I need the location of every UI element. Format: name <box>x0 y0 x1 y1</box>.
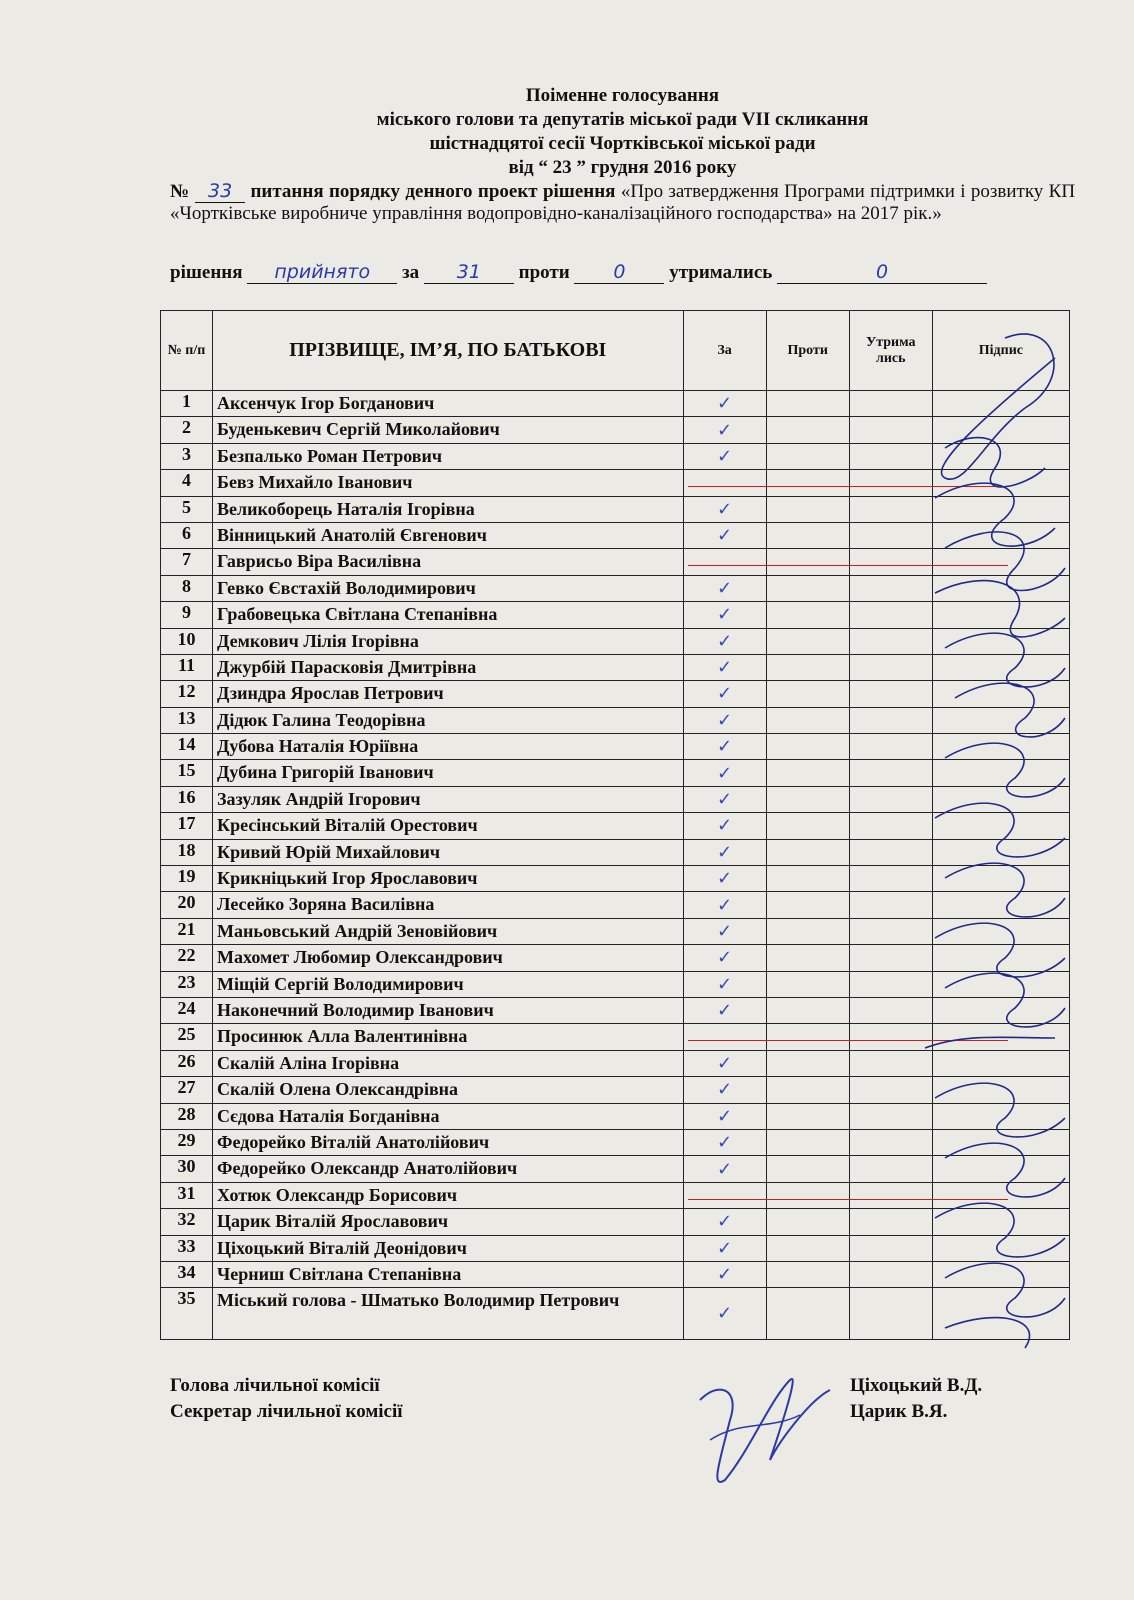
deputy-name: Безпалько Роман Петрович <box>213 443 684 469</box>
vote-against-cell <box>766 918 849 944</box>
row-number: 3 <box>161 443 213 469</box>
deputy-name: Скалій Олена Олександрівна <box>213 1077 684 1103</box>
deputy-name: Крикніцький Ігор Ярославович <box>213 866 684 892</box>
vote-against-cell <box>766 1050 849 1076</box>
abstain-value: 0 <box>777 261 987 284</box>
vote-for-cell <box>683 417 766 443</box>
check-icon: ✓ <box>717 1132 733 1154</box>
vote-for-cell <box>683 391 766 417</box>
check-icon: ✓ <box>717 604 733 626</box>
vote-against-cell <box>766 1129 849 1155</box>
check-icon: ✓ <box>717 841 733 863</box>
row-number: 5 <box>161 496 213 522</box>
vote-against-cell <box>766 971 849 997</box>
vote-for-cell <box>683 1050 766 1076</box>
deputy-name: Дзиндра Ярослав Петрович <box>213 681 684 707</box>
vote-for-cell <box>683 1261 766 1287</box>
vote-for-cell <box>683 654 766 680</box>
abstain-label: утримались <box>669 262 773 283</box>
check-icon: ✓ <box>717 1000 733 1022</box>
vote-for-cell <box>683 1182 766 1208</box>
check-icon: ✓ <box>717 1211 733 1233</box>
row-number: 4 <box>161 470 213 496</box>
check-icon: ✓ <box>717 894 733 916</box>
col-for-header: За <box>683 311 766 391</box>
header-date: від “ 23 ” грудня 2016 року <box>508 157 737 178</box>
vote-for-cell <box>683 839 766 865</box>
vote-for-cell <box>683 549 766 575</box>
deputy-name: Грабовецька Світлана Степанівна <box>213 602 684 628</box>
row-number: 27 <box>161 1077 213 1103</box>
vote-against-cell <box>766 866 849 892</box>
row-number: 28 <box>161 1103 213 1129</box>
check-icon: ✓ <box>717 1303 733 1325</box>
check-icon: ✓ <box>717 498 733 520</box>
check-icon: ✓ <box>717 1079 733 1101</box>
check-icon: ✓ <box>717 736 733 758</box>
vote-for-cell <box>683 1077 766 1103</box>
secretary-label: Секретар лічильної комісії <box>170 1401 403 1422</box>
check-icon: ✓ <box>717 1105 733 1127</box>
chair-label: Голова лічильної комісії <box>170 1375 380 1396</box>
vote-against-cell <box>766 496 849 522</box>
deputy-name: Гевко Євстахій Володимирович <box>213 575 684 601</box>
deputy-name: Федорейко Віталій Анатолійович <box>213 1129 684 1155</box>
deputy-name: Кресінський Віталій Орестович <box>213 813 684 839</box>
vote-for-cell <box>683 470 766 496</box>
deputy-name: Царик Віталій Ярославович <box>213 1209 684 1235</box>
deputy-name: Маньовський Андрій Зеновійович <box>213 918 684 944</box>
vote-for-cell <box>683 1129 766 1155</box>
vote-against-cell <box>766 786 849 812</box>
vote-for-cell <box>683 892 766 918</box>
row-number: 32 <box>161 1209 213 1235</box>
check-icon: ✓ <box>717 947 733 969</box>
for-value: 31 <box>424 261 514 284</box>
check-icon: ✓ <box>717 419 733 441</box>
row-number: 19 <box>161 866 213 892</box>
check-icon: ✓ <box>717 1237 733 1259</box>
vote-against-cell <box>766 628 849 654</box>
check-icon: ✓ <box>717 921 733 942</box>
vote-for-cell <box>683 628 766 654</box>
check-icon: ✓ <box>717 789 733 811</box>
vote-for-cell <box>683 1024 766 1050</box>
header-subtitle-1: міського голови та депутатів міської ради VII скликання <box>376 109 869 130</box>
vote-against-cell <box>766 1261 849 1287</box>
header-subtitle-2: шістнадцятої сесії Чортківської міської ради <box>429 133 816 154</box>
row-number: 26 <box>161 1050 213 1076</box>
check-icon: ✓ <box>717 445 733 467</box>
vote-against-cell <box>766 443 849 469</box>
row-number: 18 <box>161 839 213 865</box>
footer-secretary <box>170 1401 1075 1423</box>
check-icon: ✓ <box>717 973 733 995</box>
row-number: 12 <box>161 681 213 707</box>
row-number: 17 <box>161 813 213 839</box>
vote-against-cell <box>766 760 849 786</box>
vote-for-cell <box>683 1209 766 1235</box>
check-icon: ✓ <box>717 762 733 784</box>
vote-for-cell <box>683 1288 766 1340</box>
vote-against-cell <box>766 839 849 865</box>
row-number: 24 <box>161 997 213 1023</box>
check-icon: ✓ <box>717 1052 733 1074</box>
deputy-name: Бевз Михайло Іванович <box>213 470 684 496</box>
vote-against-cell <box>766 892 849 918</box>
vote-for-cell <box>683 1235 766 1261</box>
vote-against-cell <box>766 681 849 707</box>
deputy-name: Сєдова Наталія Богданівна <box>213 1103 684 1129</box>
deputy-name: Федорейко Олександр Анатолійович <box>213 1156 684 1182</box>
against-value: 0 <box>574 261 664 284</box>
vote-for-cell <box>683 971 766 997</box>
row-number: 13 <box>161 707 213 733</box>
header-title: Поіменне голосування <box>525 85 720 106</box>
secretary-name: Царик В.Я. <box>850 1401 948 1422</box>
vote-for-cell <box>683 918 766 944</box>
check-icon: ✓ <box>717 868 733 890</box>
row-number: 11 <box>161 654 213 680</box>
decision-label: рішення <box>170 262 243 283</box>
check-icon: ✓ <box>717 683 733 705</box>
row-number: 34 <box>161 1261 213 1287</box>
footer-chair <box>170 1375 1075 1397</box>
deputy-name: Зазуляк Андрій Ігорович <box>213 786 684 812</box>
row-number: 9 <box>161 602 213 628</box>
vote-for-cell <box>683 707 766 733</box>
deputy-name: Черниш Світлана Степанівна <box>213 1261 684 1287</box>
row-number: 22 <box>161 945 213 971</box>
vote-against-cell <box>766 1024 849 1050</box>
deputy-name: Вінницький Анатолій Євгенович <box>213 522 684 548</box>
deputy-name: Великоборець Наталія Ігорівна <box>213 496 684 522</box>
vote-against-cell <box>766 391 849 417</box>
decision-line <box>170 261 1075 284</box>
vote-against-cell <box>766 1077 849 1103</box>
agenda-number-handwritten: 33 <box>195 180 245 203</box>
col-abstain-header: Утрима лись <box>849 311 932 391</box>
row-number: 2 <box>161 417 213 443</box>
deputy-signatures-column <box>905 318 1080 1368</box>
vote-for-cell <box>683 522 766 548</box>
row-number: 8 <box>161 575 213 601</box>
deputy-name: Міщій Сергій Володимирович <box>213 971 684 997</box>
row-number: 10 <box>161 628 213 654</box>
deputy-name: Махомет Любомир Олександрович <box>213 945 684 971</box>
col-signature-header: Підпис <box>932 311 1069 391</box>
document-header <box>170 84 1075 180</box>
deputy-name: Лесейко Зоряна Василівна <box>213 892 684 918</box>
deputy-name: Наконечний Володимир Іванович <box>213 997 684 1023</box>
vote-against-cell <box>766 549 849 575</box>
row-number: 23 <box>161 971 213 997</box>
vote-against-cell <box>766 602 849 628</box>
agenda-number-prefix: № <box>170 181 190 202</box>
check-icon: ✓ <box>717 1264 733 1286</box>
vote-against-cell <box>766 575 849 601</box>
row-number: 35 <box>161 1288 213 1340</box>
vote-for-cell <box>683 1103 766 1129</box>
row-number: 14 <box>161 734 213 760</box>
row-number: 16 <box>161 786 213 812</box>
for-label: за <box>402 262 420 283</box>
decision-value: прийнято <box>247 261 397 284</box>
row-number: 31 <box>161 1182 213 1208</box>
vote-against-cell <box>766 734 849 760</box>
vote-against-cell <box>766 1182 849 1208</box>
deputy-name: Демкович Лілія Ігорівна <box>213 628 684 654</box>
row-number: 25 <box>161 1024 213 1050</box>
deputy-name: Дубова Наталія Юріївна <box>213 734 684 760</box>
check-icon: ✓ <box>717 657 733 679</box>
row-number: 33 <box>161 1235 213 1261</box>
vote-for-cell <box>683 1156 766 1182</box>
row-number: 15 <box>161 760 213 786</box>
vote-for-cell <box>683 945 766 971</box>
vote-for-cell <box>683 997 766 1023</box>
deputy-name: Аксенчук Ігор Богданович <box>213 391 684 417</box>
vote-against-cell <box>766 1209 849 1235</box>
deputy-name: Кривий Юрій Михайлович <box>213 839 684 865</box>
deputy-name: Ціхоцький Віталій Деонідович <box>213 1235 684 1261</box>
vote-against-cell <box>766 522 849 548</box>
col-num-header: № п/п <box>161 311 213 391</box>
vote-against-cell <box>766 945 849 971</box>
deputy-name: Дідюк Галина Теодорівна <box>213 707 684 733</box>
check-icon: ✓ <box>717 709 733 731</box>
vote-against-cell <box>766 1288 849 1340</box>
vote-against-cell <box>766 470 849 496</box>
vote-against-cell <box>766 813 849 839</box>
vote-for-cell <box>683 760 766 786</box>
agenda-lead: питання порядку денного проект рішення <box>250 181 616 202</box>
vote-for-cell <box>683 813 766 839</box>
deputy-name: Хотюк Олександр Борисович <box>213 1182 684 1208</box>
row-number: 30 <box>161 1156 213 1182</box>
vote-against-cell <box>766 1156 849 1182</box>
vote-for-cell <box>683 602 766 628</box>
check-icon: ✓ <box>717 393 733 415</box>
check-icon: ✓ <box>717 577 733 599</box>
vote-for-cell <box>683 866 766 892</box>
vote-against-cell <box>766 1235 849 1261</box>
deputy-name: Скалій Аліна Ігорівна <box>213 1050 684 1076</box>
vote-for-cell <box>683 496 766 522</box>
vote-for-cell <box>683 575 766 601</box>
row-number: 21 <box>161 918 213 944</box>
vote-against-cell <box>766 417 849 443</box>
deputy-name: Просинюк Алла Валентинівна <box>213 1024 684 1050</box>
check-icon: ✓ <box>717 1158 733 1180</box>
vote-against-cell <box>766 654 849 680</box>
check-icon: ✓ <box>717 815 733 837</box>
chair-name: Ціхоцький В.Д. <box>850 1375 983 1396</box>
vote-against-cell <box>766 1103 849 1129</box>
deputy-name: Гаврисьо Віра Василівна <box>213 549 684 575</box>
vote-for-cell <box>683 443 766 469</box>
check-icon: ✓ <box>717 630 733 652</box>
vote-for-cell <box>683 681 766 707</box>
deputy-name: Джурбій Парасковія Дмитрівна <box>213 654 684 680</box>
col-name-header: ПРІЗВИЩЕ, ІМ’Я, ПО БАТЬКОВІ <box>213 311 684 391</box>
vote-against-cell <box>766 707 849 733</box>
row-number: 29 <box>161 1129 213 1155</box>
against-label: проти <box>518 262 570 283</box>
deputy-name: Дубина Григорій Іванович <box>213 760 684 786</box>
vote-for-cell <box>683 734 766 760</box>
agenda-item <box>170 180 1075 225</box>
row-number: 6 <box>161 522 213 548</box>
deputy-name: Міський голова - Шматько Володимир Петрович <box>213 1288 684 1340</box>
col-against-header: Проти <box>766 311 849 391</box>
vote-against-cell <box>766 997 849 1023</box>
commission-signature <box>680 1360 840 1500</box>
check-icon: ✓ <box>717 525 733 547</box>
row-number: 7 <box>161 549 213 575</box>
deputy-name: Буденькевич Сергій Миколайович <box>213 417 684 443</box>
row-number: 1 <box>161 391 213 417</box>
agenda-text: «Про затвердження Програми підтримки і розвитку КП «Чортківське виробниче управління водопровідно-каналізаційного господарства» на 2017 рік.» <box>170 181 1076 224</box>
row-number: 20 <box>161 892 213 918</box>
vote-for-cell <box>683 786 766 812</box>
